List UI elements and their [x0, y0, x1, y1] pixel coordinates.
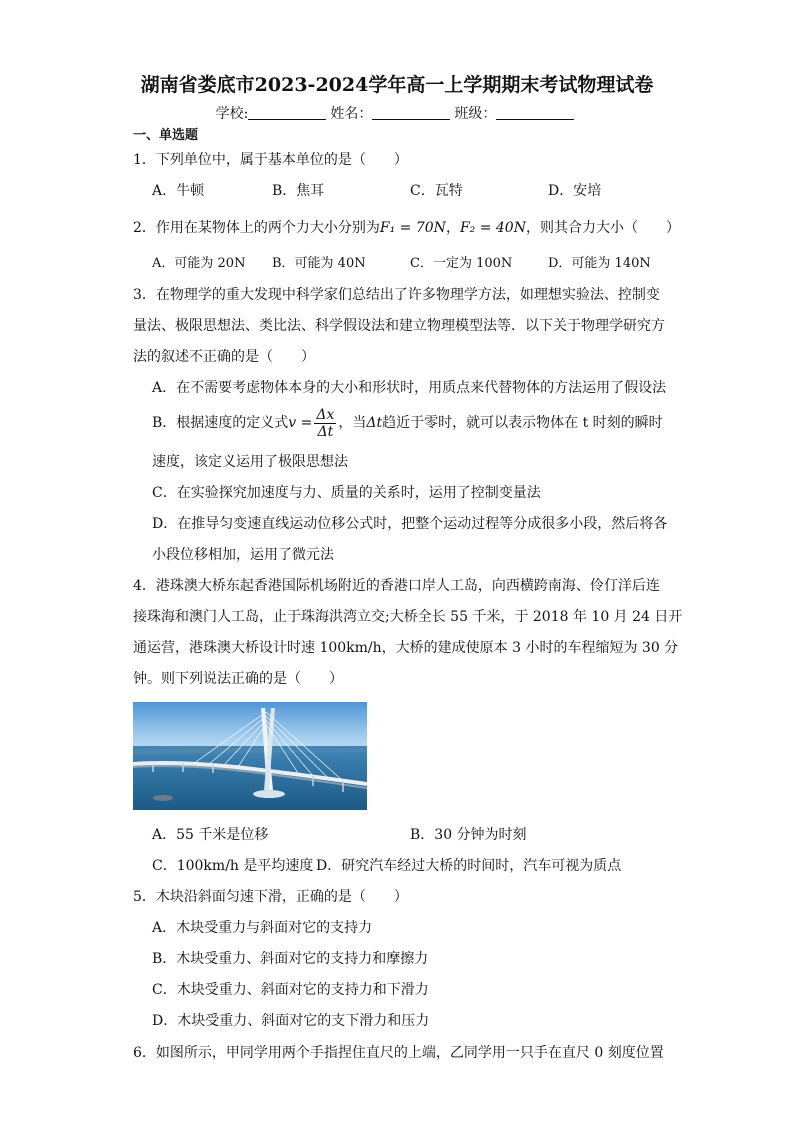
q5-stem: 5．木块沿斜面匀速下滑，正确的是（ ）: [133, 889, 408, 905]
student-info-line: [0, 103, 794, 123]
q5-option-b: B．木块受重力、斜面对它的支持力和摩擦力: [152, 951, 429, 967]
q1-option-d: D．安培: [548, 183, 602, 199]
q3-b-numerator: Δx: [316, 406, 335, 423]
section-heading: 一、单选题: [133, 128, 199, 143]
q5-option-d: D．木块受重力、斜面对它的支下滑力和压力: [152, 1013, 430, 1029]
q4-stem-line-1: 4．港珠澳大桥东起香港国际机场附近的香港口岸人工岛，向西横跨南海、伶仃洋后连: [133, 578, 660, 594]
q3-b-delta-t: Δt: [366, 415, 383, 431]
q6-stem-line-1: 6．如图所示，甲同学用两个手指捏住直尺的上端，乙同学用一只手在直尺 0 刻度位置: [133, 1045, 664, 1061]
q3-option-d-line-1: D．在推导匀变速直线运动位移公式时，把整个运动过程等分成很多小段，然后将各: [152, 516, 668, 532]
q2-force-1: F₁ = 70N: [379, 220, 446, 236]
bridge-photo: [133, 702, 367, 810]
q5-option-a: A．木块受重力与斜面对它的支持力: [152, 920, 373, 936]
q1-stem: 1．下列单位中，属于基本单位的是（ ）: [133, 152, 408, 168]
q2-option-b: B．可能为 40N: [272, 256, 366, 271]
q3-b-velocity: v =: [288, 415, 313, 431]
q4-stem-line-2: 接珠海和澳门人工岛，止于珠海洪湾立交;大桥全长 55 千米，于 2018 年 10 月 24 日开: [133, 609, 683, 625]
q1-option-a: A．牛顿: [152, 183, 205, 199]
q2-option-a: A．可能为 20N: [152, 256, 246, 271]
q5-option-c: C．木块受重力、斜面对它的支持力和下滑力: [152, 982, 429, 998]
q2-force-2: F₂ = 40N: [459, 220, 526, 236]
name-blank: [372, 105, 450, 120]
class-label: 班级：: [454, 106, 497, 122]
q3-b-fraction: [314, 407, 336, 440]
q3-option-c: C．在实验探究加速度与力、质量的关系时，运用了控制变量法: [152, 485, 541, 501]
exam-title: 湖南省娄底市2023-2024学年高一上学期期末考试物理试卷: [140, 74, 654, 96]
q3-stem-line-2: 量法、极限思想法、类比法、科学假设法和建立物理模型法等．以下关于物理学研究方: [133, 318, 665, 334]
q2-stem: [133, 218, 680, 238]
q4-stem-line-4: 钟。则下列说法正确的是（ ）: [133, 671, 343, 687]
q3-option-a: A．在不需要考虑物体本身的大小和形状时，用质点来代替物体的方法运用了假设法: [152, 380, 667, 396]
q3-stem-line-1: 3．在物理学的重大发现中科学家们总结出了许多物理学方法，如理想实验法、控制变: [133, 287, 660, 303]
school-label: 学校:: [215, 106, 249, 122]
q2-stem-post: ，则其合力大小（ ）: [525, 220, 680, 236]
q2-option-c: C．一定为 100N: [410, 256, 513, 271]
q4-option-d: D．研究汽车经过大桥的时间时，汽车可视为质点: [316, 858, 622, 874]
class-blank: [496, 105, 574, 120]
q3-b-denominator: Δt: [317, 423, 334, 440]
q3-option-b-line-2: 速度，该定义运用了极限思想法: [152, 454, 348, 470]
school-blank: [248, 105, 326, 120]
q3-b-post: 趋近于零时，就可以表示物体在 t 时刻的瞬时: [382, 415, 663, 431]
q3-b-pre: B．根据速度的定义式: [152, 415, 289, 431]
q1-option-c: C．瓦特: [410, 183, 463, 199]
q4-option-c: C．100km/h 是平均速度: [152, 858, 314, 874]
q3-stem-line-3: 法的叙述不正确的是（ ）: [133, 349, 315, 365]
q3-option-b: [152, 405, 663, 441]
q4-stem-line-3: 通运营，港珠澳大桥设计时速 100km/h，大桥的建成使原本 3 小时的车程缩短为 30 分: [133, 640, 679, 656]
q4-option-a: A．55 千米是位移: [152, 827, 269, 843]
q3-b-mid: ，当: [338, 415, 367, 431]
q1-option-b: B．焦耳: [272, 183, 325, 199]
q2-sep: ，: [445, 220, 460, 236]
q2-option-d: D．可能为 140N: [548, 256, 651, 271]
name-label: 姓名：: [330, 106, 373, 122]
q2-stem-pre: 2．作用在某物体上的两个力大小分别为: [133, 220, 380, 236]
q3-option-d-line-2: 小段位移相加，运用了微元法: [152, 547, 334, 563]
q4-option-b: B．30 分钟为时刻: [410, 827, 527, 843]
